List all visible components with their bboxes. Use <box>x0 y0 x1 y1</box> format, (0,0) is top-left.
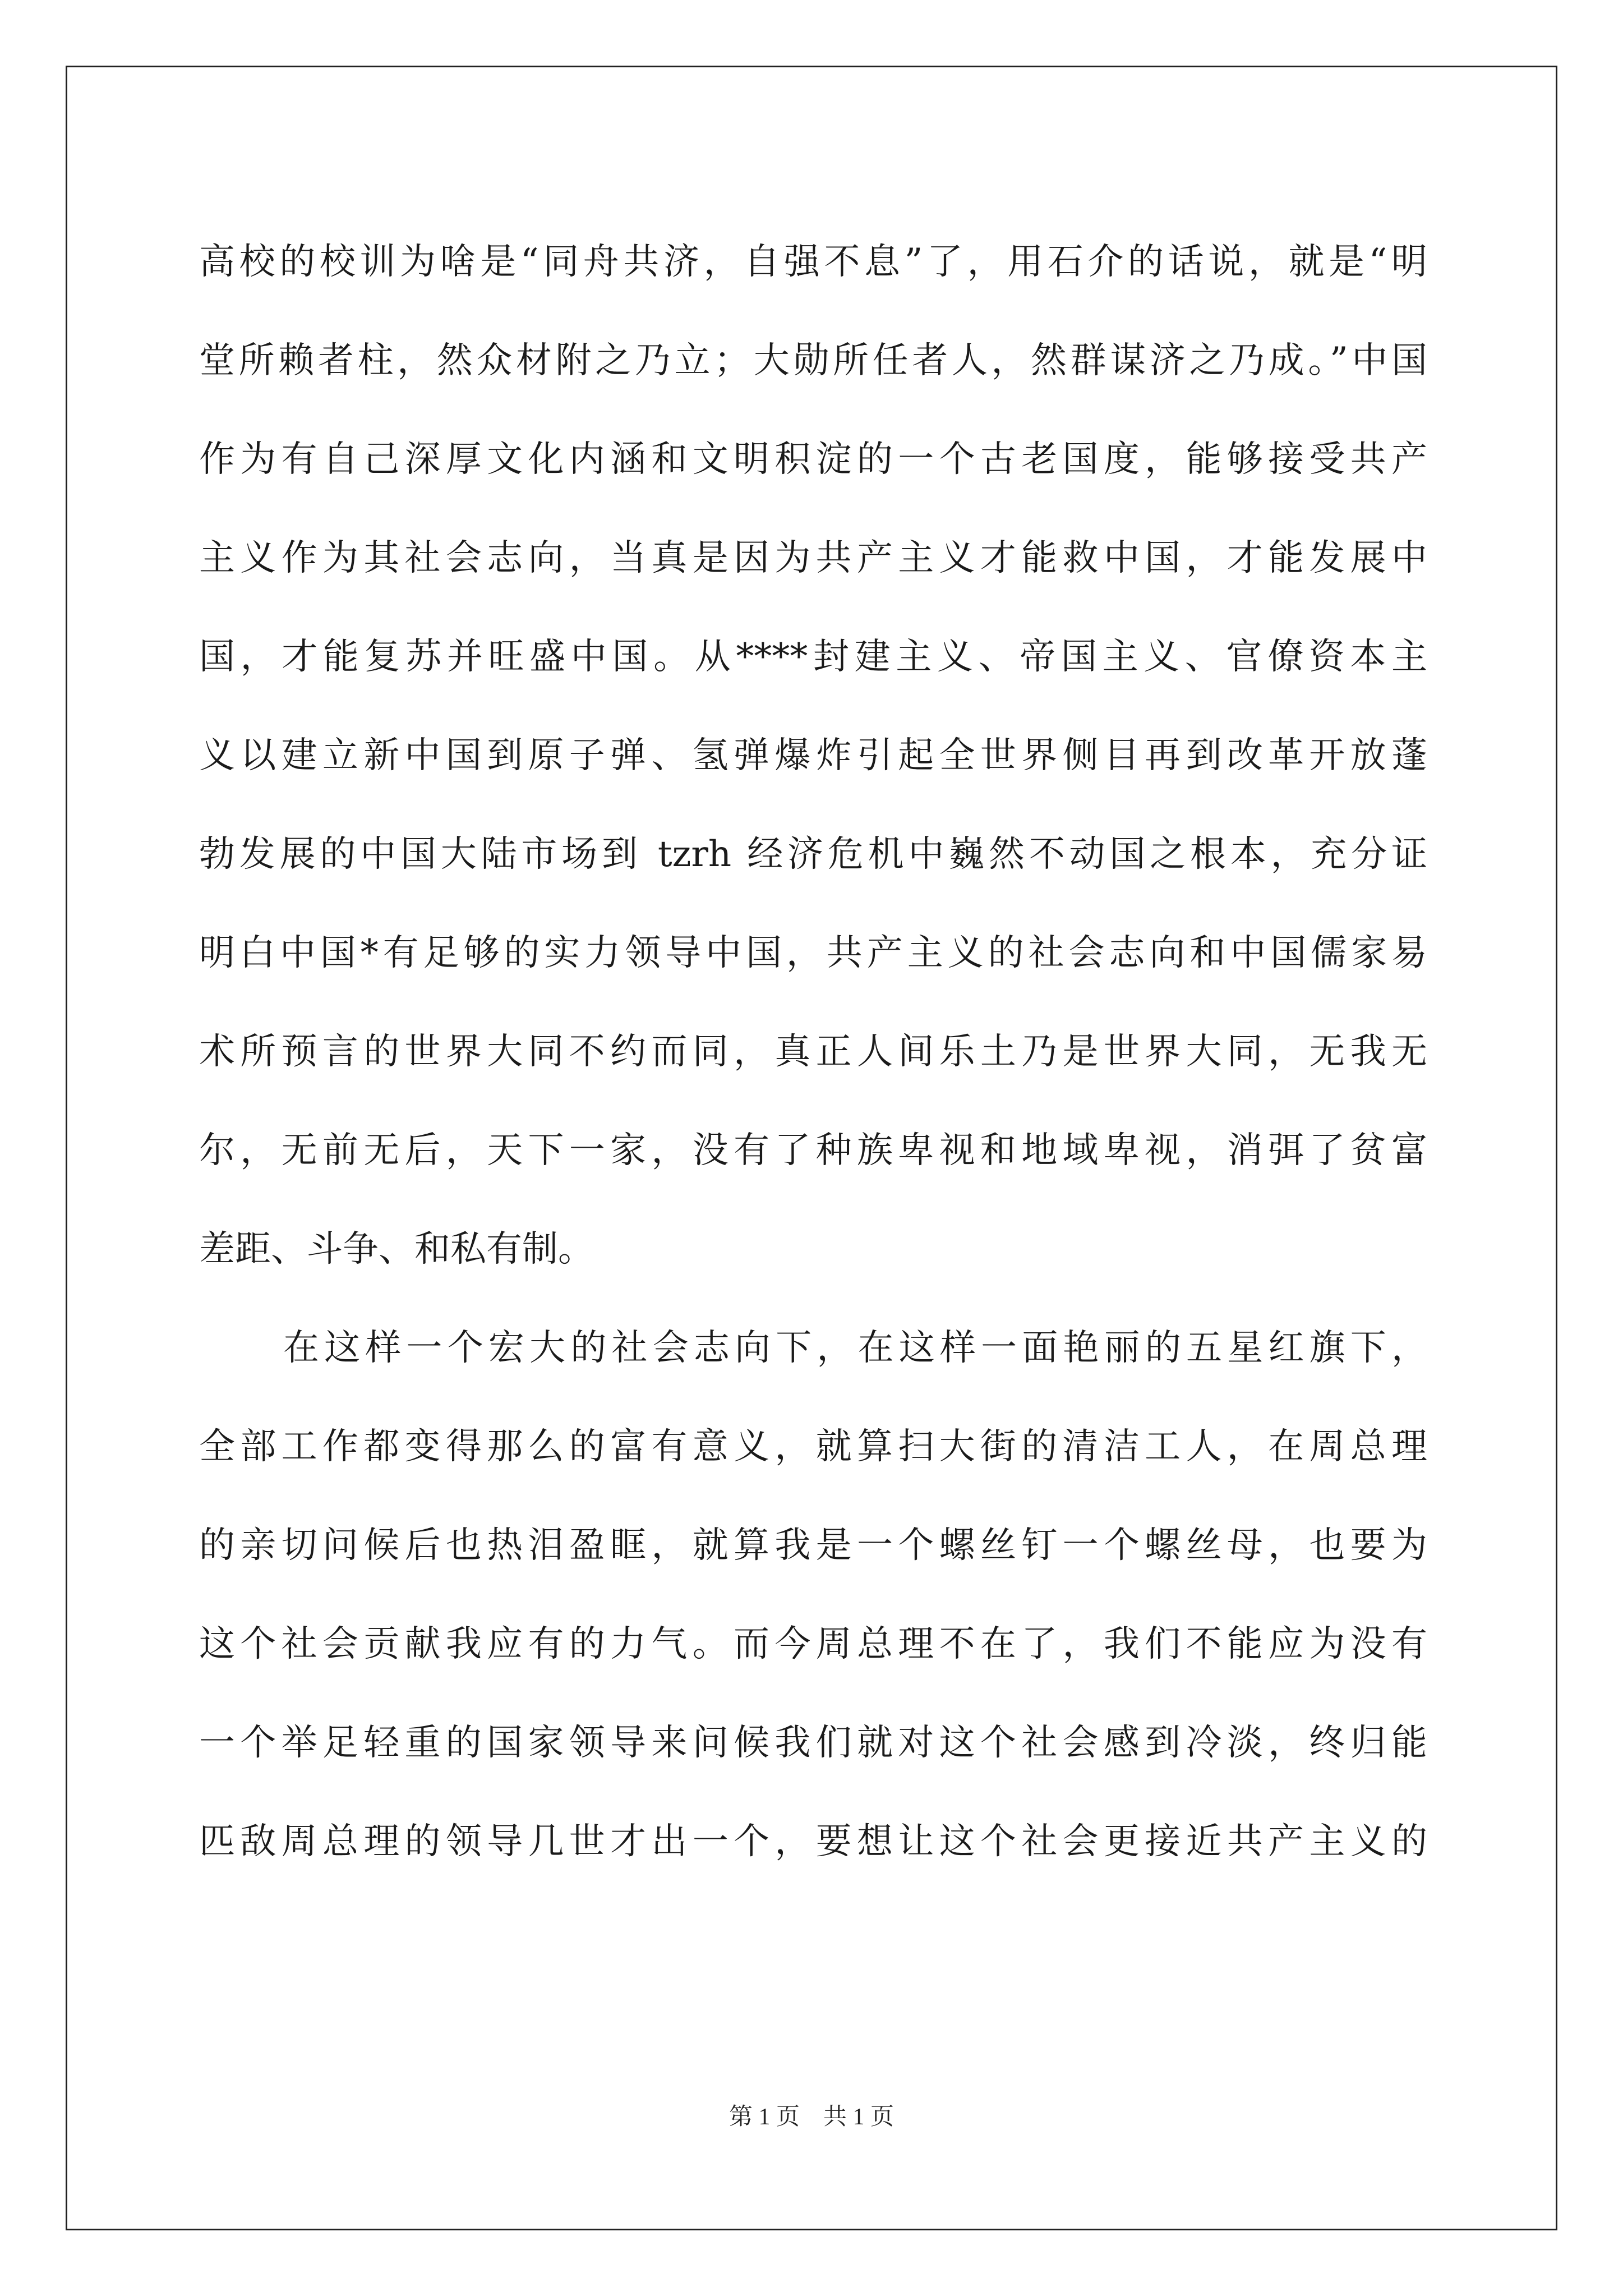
text-line: 的亲切问候后也热泪盈眶，就算我是一个螺丝钉一个螺丝母，也要为 <box>199 1525 1427 1566</box>
page-number-footer: 第 1 页 共 1 页 <box>728 2104 894 2130</box>
text-line: 差距、斗争、和私有制。 <box>199 1228 594 1270</box>
text-line: 术所预言的世界大同不约而同，真正人间乐土乃是世界大同，无我无 <box>199 1031 1427 1073</box>
text-line: 这个社会贡献我应有的力气。而今周总理不在了，我们不能应为没有 <box>199 1623 1427 1665</box>
text-line: 高校的校训为啥是“同舟共济，自强不息”了，用石介的话说，就是“明 <box>199 241 1427 283</box>
text-line: 作为有自己深厚文化内涵和文明积淀的一个古老国度，能够接受共产 <box>199 439 1427 480</box>
text-line: 全部工作都变得那么的富有意义，就算扫大街的清洁工人，在周总理 <box>199 1426 1427 1467</box>
text-line: 匹敌周总理的领导几世才出一个，要想让这个社会更接近共产主义的 <box>199 1821 1427 1862</box>
document-body <box>199 213 1427 1891</box>
text-line: 明白中国*有足够的实力领导中国，共产主义的社会志向和中国儒家易 <box>199 932 1427 974</box>
text-line: 国，才能复苏并旺盛中国。从****封建主义、帝国主义、官僚资本主 <box>199 636 1427 678</box>
text-line: 在这样一个宏大的社会志向下，在这样一面艳丽的五星红旗下， <box>283 1327 1427 1369</box>
text-line: 勃发展的中国大陆市场到 tzrh 经济危机中巍然不动国之根本，充分证 <box>199 834 1427 875</box>
text-line: 堂所赖者柱，然众材附之乃立；大勋所任者人，然群谋济之乃成。”中国 <box>199 340 1427 381</box>
text-line: 尔，无前无后，天下一家，没有了种族卑视和地域卑视，消弭了贫富 <box>199 1130 1427 1171</box>
text-line: 义以建立新中国到原子弹、氢弹爆炸引起全世界侧目再到改革开放蓬 <box>199 735 1427 776</box>
text-line: 主义作为其社会志向，当真是因为共产主义才能救中国，才能发展中 <box>199 537 1427 579</box>
text-line: 一个举足轻重的国家领导来问候我们就对这个社会感到冷淡，终归能 <box>199 1722 1427 1764</box>
